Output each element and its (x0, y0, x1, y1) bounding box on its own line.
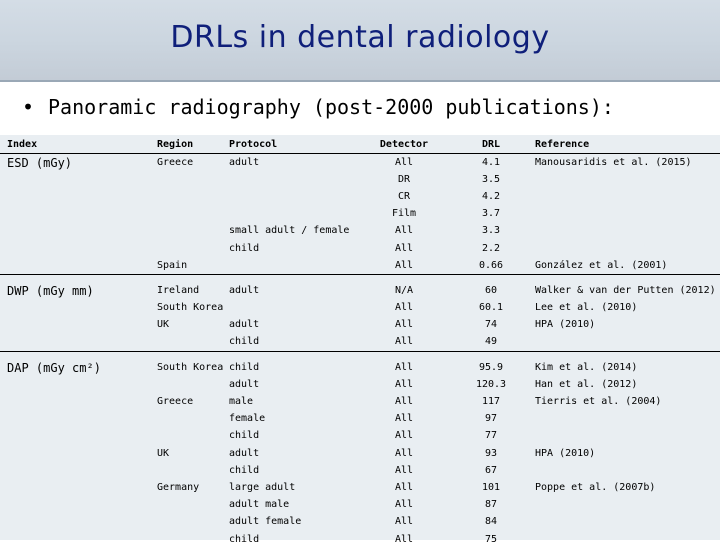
cell-drl: 4.1 (447, 154, 535, 172)
table-row (0, 514, 720, 531)
cell-region (157, 223, 229, 240)
cell-region: Greece (157, 393, 229, 410)
cell-detector: All (361, 154, 447, 172)
cell-detector: N/A (361, 275, 447, 300)
cell-detector: All (361, 531, 447, 548)
table-row (0, 240, 720, 257)
cell-detector: All (361, 497, 447, 514)
cell-protocol: female (229, 411, 361, 428)
table-row (0, 376, 720, 393)
cell-detector: All (361, 393, 447, 410)
cell-region: Ireland (157, 275, 229, 300)
table-row (0, 352, 720, 377)
cell-reference (535, 223, 720, 240)
cell-reference (535, 240, 720, 257)
table-row (0, 393, 720, 410)
header-region: Region (157, 136, 229, 154)
bullet-text: Panoramic radiography (post-2000 publications): (48, 95, 614, 119)
cell-protocol: adult female (229, 514, 361, 531)
header-index: Index (0, 136, 157, 154)
cell-detector: All (361, 445, 447, 462)
cell-reference (535, 428, 720, 445)
cell-detector: All (361, 411, 447, 428)
cell-region (157, 334, 229, 352)
cell-region (157, 462, 229, 479)
cell-region: South Korea (157, 352, 229, 377)
cell-protocol (229, 257, 361, 275)
cell-region (157, 514, 229, 531)
cell-drl: 101 (447, 479, 535, 496)
cell-drl: 95.9 (447, 352, 535, 377)
table-row (0, 428, 720, 445)
cell-reference (535, 334, 720, 352)
cell-index (0, 393, 157, 410)
cell-index (0, 411, 157, 428)
table-body (0, 154, 720, 548)
table-row (0, 462, 720, 479)
cell-index: DWP (mGy mm) (0, 275, 157, 300)
cell-protocol: adult (229, 154, 361, 172)
cell-index (0, 240, 157, 257)
cell-drl: 67 (447, 462, 535, 479)
cell-protocol: child (229, 462, 361, 479)
cell-reference: Walker & van der Putten (2012) (535, 275, 720, 300)
cell-index (0, 445, 157, 462)
cell-detector: All (361, 300, 447, 317)
cell-region: South Korea (157, 300, 229, 317)
cell-drl: 74 (447, 317, 535, 334)
cell-region (157, 171, 229, 188)
header-detector: Detector (361, 136, 447, 154)
table-row (0, 154, 720, 172)
table-row (0, 188, 720, 205)
cell-index (0, 188, 157, 205)
cell-reference: González et al. (2001) (535, 257, 720, 275)
cell-reference (535, 188, 720, 205)
cell-reference (535, 462, 720, 479)
cell-index (0, 334, 157, 352)
cell-detector: All (361, 223, 447, 240)
table-row (0, 531, 720, 548)
cell-index (0, 257, 157, 275)
cell-index: DAP (mGy cm²) (0, 352, 157, 377)
cell-protocol: adult (229, 275, 361, 300)
cell-reference (535, 171, 720, 188)
cell-reference (535, 411, 720, 428)
cell-detector: All (361, 240, 447, 257)
cell-protocol: child (229, 352, 361, 377)
cell-region: Spain (157, 257, 229, 275)
cell-reference (535, 531, 720, 548)
table-row (0, 300, 720, 317)
cell-protocol (229, 300, 361, 317)
cell-index (0, 376, 157, 393)
cell-index (0, 206, 157, 223)
cell-drl: 93 (447, 445, 535, 462)
cell-detector: DR (361, 171, 447, 188)
cell-index (0, 300, 157, 317)
cell-protocol: adult (229, 317, 361, 334)
cell-region (157, 428, 229, 445)
cell-index (0, 462, 157, 479)
cell-region (157, 240, 229, 257)
cell-protocol: child (229, 334, 361, 352)
table-row (0, 411, 720, 428)
cell-drl: 3.7 (447, 206, 535, 223)
cell-drl: 77 (447, 428, 535, 445)
drl-table (0, 136, 720, 548)
cell-drl: 97 (447, 411, 535, 428)
cell-protocol: child (229, 531, 361, 548)
header-drl: DRL (447, 136, 535, 154)
cell-reference: Manousaridis et al. (2015) (535, 154, 720, 172)
cell-drl: 120.3 (447, 376, 535, 393)
cell-protocol: large adult (229, 479, 361, 496)
table-row (0, 275, 720, 300)
cell-index (0, 317, 157, 334)
slide-title: DRLs in dental radiology (0, 20, 720, 55)
cell-index (0, 171, 157, 188)
cell-drl: 0.66 (447, 257, 535, 275)
cell-region (157, 411, 229, 428)
cell-protocol: male (229, 393, 361, 410)
cell-detector: All (361, 352, 447, 377)
table-row (0, 479, 720, 496)
cell-detector: All (361, 479, 447, 496)
cell-index (0, 428, 157, 445)
table-row (0, 223, 720, 240)
cell-reference (535, 206, 720, 223)
cell-detector: CR (361, 188, 447, 205)
table-row (0, 206, 720, 223)
cell-reference: Lee et al. (2010) (535, 300, 720, 317)
cell-detector: All (361, 428, 447, 445)
cell-drl: 60.1 (447, 300, 535, 317)
cell-reference: Kim et al. (2014) (535, 352, 720, 377)
table-row (0, 171, 720, 188)
cell-region (157, 497, 229, 514)
cell-drl: 75 (447, 531, 535, 548)
cell-reference: HPA (2010) (535, 445, 720, 462)
cell-index: ESD (mGy) (0, 154, 157, 172)
cell-detector: All (361, 334, 447, 352)
header-protocol: Protocol (229, 136, 361, 154)
cell-reference: Han et al. (2012) (535, 376, 720, 393)
cell-index (0, 223, 157, 240)
bullet-marker: • (22, 95, 48, 119)
cell-reference: HPA (2010) (535, 317, 720, 334)
cell-drl: 117 (447, 393, 535, 410)
cell-drl: 84 (447, 514, 535, 531)
bullet-point (22, 95, 614, 119)
cell-region (157, 188, 229, 205)
cell-protocol (229, 206, 361, 223)
table-row (0, 257, 720, 275)
cell-region (157, 376, 229, 393)
table-row (0, 497, 720, 514)
cell-detector: All (361, 514, 447, 531)
cell-protocol: child (229, 428, 361, 445)
cell-detector: All (361, 462, 447, 479)
cell-index (0, 514, 157, 531)
cell-region: UK (157, 317, 229, 334)
cell-detector: All (361, 317, 447, 334)
cell-protocol: small adult / female (229, 223, 361, 240)
header-reference: Reference (535, 136, 720, 154)
table-row (0, 317, 720, 334)
cell-detector: All (361, 257, 447, 275)
cell-detector: Film (361, 206, 447, 223)
cell-protocol: adult (229, 376, 361, 393)
cell-drl: 87 (447, 497, 535, 514)
table-row (0, 334, 720, 352)
cell-reference (535, 497, 720, 514)
cell-region: Greece (157, 154, 229, 172)
cell-reference (535, 514, 720, 531)
cell-detector: All (361, 376, 447, 393)
cell-drl: 3.5 (447, 171, 535, 188)
cell-index (0, 531, 157, 548)
cell-reference: Tierris et al. (2004) (535, 393, 720, 410)
cell-protocol (229, 188, 361, 205)
cell-region (157, 531, 229, 548)
cell-region: UK (157, 445, 229, 462)
table-header-row (0, 136, 720, 154)
cell-protocol: child (229, 240, 361, 257)
cell-region: Germany (157, 479, 229, 496)
cell-protocol: adult (229, 445, 361, 462)
cell-drl: 2.2 (447, 240, 535, 257)
cell-drl: 60 (447, 275, 535, 300)
cell-index (0, 479, 157, 496)
cell-drl: 3.3 (447, 223, 535, 240)
cell-region (157, 206, 229, 223)
cell-drl: 49 (447, 334, 535, 352)
cell-drl: 4.2 (447, 188, 535, 205)
cell-protocol (229, 171, 361, 188)
table-row (0, 445, 720, 462)
cell-protocol: adult male (229, 497, 361, 514)
title-divider (0, 80, 720, 82)
cell-index (0, 497, 157, 514)
cell-reference: Poppe et al. (2007b) (535, 479, 720, 496)
